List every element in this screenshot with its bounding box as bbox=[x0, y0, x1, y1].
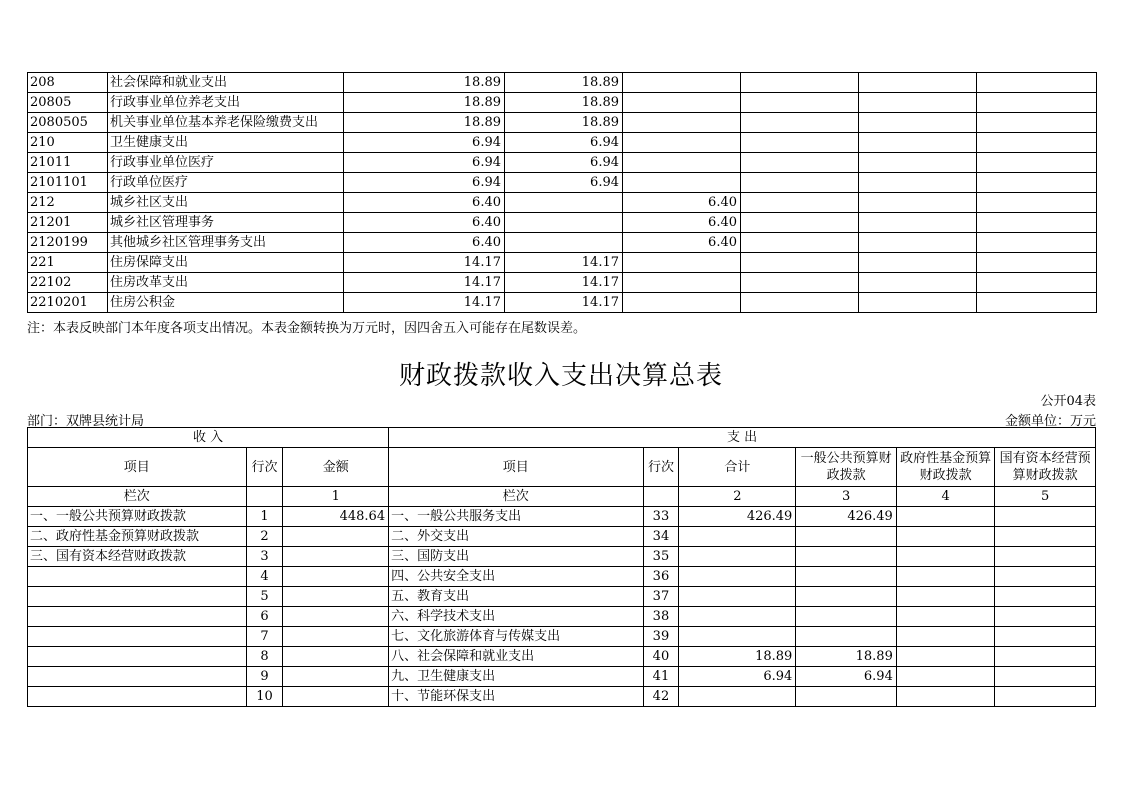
expense-item-cell: 二、外交支出 bbox=[389, 527, 643, 547]
expense-general-cell bbox=[796, 687, 897, 707]
expense-state-cell bbox=[995, 627, 1096, 647]
expense-total-cell bbox=[679, 627, 796, 647]
subject-name-cell: 住房保障支出 bbox=[108, 253, 344, 273]
expense-fund-cell bbox=[896, 687, 994, 707]
income-header: 收 入 bbox=[28, 428, 389, 448]
expense-row-no-cell: 40 bbox=[643, 647, 679, 667]
empty-cell bbox=[741, 253, 859, 273]
empty-cell bbox=[977, 273, 1097, 293]
expense-item-cell: 九、卫生健康支出 bbox=[389, 667, 643, 687]
income-amount-cell bbox=[283, 667, 389, 687]
empty-cell bbox=[859, 273, 977, 293]
expense-row-no-cell: 41 bbox=[643, 667, 679, 687]
expense-total-cell: 426.49 bbox=[679, 507, 796, 527]
expense-total-cell bbox=[679, 547, 796, 567]
income-amount-cell bbox=[283, 527, 389, 547]
expense-general-cell bbox=[796, 587, 897, 607]
expense-fund-cell bbox=[896, 547, 994, 567]
expense-fund-cell bbox=[896, 607, 994, 627]
column-header-row bbox=[28, 448, 1096, 487]
subject-code-cell: 2101101 bbox=[28, 173, 108, 193]
basic-cell bbox=[505, 233, 623, 253]
expense-state-cell bbox=[995, 687, 1096, 707]
empty-cell bbox=[246, 487, 283, 507]
table-row bbox=[28, 567, 1096, 587]
subject-code-cell: 2080505 bbox=[28, 113, 108, 133]
basic-cell: 18.89 bbox=[505, 93, 623, 113]
expense-row-no-cell: 42 bbox=[643, 687, 679, 707]
expense-fund-cell bbox=[896, 667, 994, 687]
empty-cell bbox=[977, 133, 1097, 153]
expense-item-cell: 八、社会保障和就业支出 bbox=[389, 647, 643, 667]
project-cell bbox=[623, 293, 741, 313]
expense-row-no-cell: 36 bbox=[643, 567, 679, 587]
expense-fund-cell bbox=[896, 647, 994, 667]
expense-general-cell: 6.94 bbox=[796, 667, 897, 687]
col-header-fund: 政府性基金预算财政拨款 bbox=[896, 448, 994, 487]
table-row bbox=[28, 587, 1096, 607]
total-cell: 18.89 bbox=[344, 73, 505, 93]
income-row-no-cell: 4 bbox=[246, 567, 283, 587]
empty-cell bbox=[741, 153, 859, 173]
empty-cell bbox=[741, 193, 859, 213]
subject-code-cell: 21011 bbox=[28, 153, 108, 173]
table-row bbox=[28, 193, 1097, 213]
income-item-cell bbox=[28, 567, 247, 587]
expense-fund-cell bbox=[896, 587, 994, 607]
subject-name-cell: 行政单位医疗 bbox=[108, 173, 344, 193]
table-row bbox=[28, 133, 1097, 153]
expense-item-cell: 五、教育支出 bbox=[389, 587, 643, 607]
col-header-row-no: 行次 bbox=[246, 448, 283, 487]
project-cell bbox=[623, 173, 741, 193]
section-header-row bbox=[28, 428, 1096, 448]
table-row bbox=[28, 233, 1097, 253]
total-cell: 6.40 bbox=[344, 193, 505, 213]
expense-row-no-cell: 37 bbox=[643, 587, 679, 607]
total-cell: 6.94 bbox=[344, 153, 505, 173]
total-cell: 14.17 bbox=[344, 253, 505, 273]
subject-code-cell: 22102 bbox=[28, 273, 108, 293]
department-label: 部门：双牌县统计局 bbox=[27, 414, 145, 429]
expense-general-cell bbox=[796, 547, 897, 567]
income-amount-cell bbox=[283, 627, 389, 647]
col-header-item: 项目 bbox=[389, 448, 643, 487]
empty-cell bbox=[741, 233, 859, 253]
basic-cell: 6.94 bbox=[505, 173, 623, 193]
expense-header: 支 出 bbox=[389, 428, 1096, 448]
income-amount-cell bbox=[283, 607, 389, 627]
basic-cell: 14.17 bbox=[505, 253, 623, 273]
summary-table bbox=[27, 427, 1096, 707]
basic-cell: 6.94 bbox=[505, 153, 623, 173]
empty-cell bbox=[859, 133, 977, 153]
subject-code-cell: 20805 bbox=[28, 93, 108, 113]
empty-cell bbox=[859, 193, 977, 213]
income-item-cell: 二、政府性基金预算财政拨款 bbox=[28, 527, 247, 547]
col-header-state: 国有资本经营预算财政拨款 bbox=[995, 448, 1096, 487]
expense-item-cell: 十、节能环保支出 bbox=[389, 687, 643, 707]
column-number: 2 bbox=[679, 487, 796, 507]
income-amount-cell bbox=[283, 547, 389, 567]
income-row-no-cell: 1 bbox=[246, 507, 283, 527]
page-title: 财政拨款收入支出决算总表 bbox=[398, 361, 723, 391]
expense-total-cell: 6.94 bbox=[679, 667, 796, 687]
table-row bbox=[28, 647, 1096, 667]
empty-cell bbox=[977, 153, 1097, 173]
empty-cell bbox=[977, 253, 1097, 273]
subject-code-cell: 2210201 bbox=[28, 293, 108, 313]
expense-row-no-cell: 38 bbox=[643, 607, 679, 627]
expense-state-cell bbox=[995, 647, 1096, 667]
lanci-label: 栏次 bbox=[28, 487, 247, 507]
empty-cell bbox=[741, 133, 859, 153]
expense-state-cell bbox=[995, 667, 1096, 687]
basic-cell bbox=[505, 193, 623, 213]
basic-cell: 18.89 bbox=[505, 113, 623, 133]
expense-total-cell bbox=[679, 687, 796, 707]
income-amount-cell bbox=[283, 587, 389, 607]
empty-cell bbox=[741, 213, 859, 233]
income-amount-cell: 448.64 bbox=[283, 507, 389, 527]
empty-cell bbox=[859, 73, 977, 93]
empty-cell bbox=[977, 233, 1097, 253]
total-cell: 14.17 bbox=[344, 273, 505, 293]
table-row bbox=[28, 73, 1097, 93]
total-cell: 6.94 bbox=[344, 133, 505, 153]
project-cell: 6.40 bbox=[623, 193, 741, 213]
table-row bbox=[28, 687, 1096, 707]
project-cell: 6.40 bbox=[623, 213, 741, 233]
income-item-cell bbox=[28, 587, 247, 607]
empty-cell bbox=[741, 273, 859, 293]
subject-code-cell: 2120199 bbox=[28, 233, 108, 253]
expense-row-no-cell: 35 bbox=[643, 547, 679, 567]
expense-total-cell: 18.89 bbox=[679, 647, 796, 667]
expense-fund-cell bbox=[896, 507, 994, 527]
lanci-label: 栏次 bbox=[389, 487, 643, 507]
expense-general-cell: 426.49 bbox=[796, 507, 897, 527]
column-number: 1 bbox=[283, 487, 389, 507]
expense-general-cell bbox=[796, 527, 897, 547]
expense-state-cell bbox=[995, 607, 1096, 627]
column-number: 5 bbox=[995, 487, 1096, 507]
expense-general-cell bbox=[796, 627, 897, 647]
income-row-no-cell: 6 bbox=[246, 607, 283, 627]
column-number-row bbox=[28, 487, 1096, 507]
subject-name-cell: 城乡社区支出 bbox=[108, 193, 344, 213]
empty-cell bbox=[859, 233, 977, 253]
income-row-no-cell: 10 bbox=[246, 687, 283, 707]
project-cell bbox=[623, 273, 741, 293]
subject-name-cell: 卫生健康支出 bbox=[108, 133, 344, 153]
expense-item-cell: 四、公共安全支出 bbox=[389, 567, 643, 587]
col-header-general: 一般公共预算财政拨款 bbox=[796, 448, 897, 487]
unit-label: 金额单位：万元 bbox=[1004, 414, 1096, 429]
subject-code-cell: 210 bbox=[28, 133, 108, 153]
project-cell: 6.40 bbox=[623, 233, 741, 253]
project-cell bbox=[623, 133, 741, 153]
empty-cell bbox=[643, 487, 679, 507]
subject-name-cell: 机关事业单位基本养老保险缴费支出 bbox=[108, 113, 344, 133]
income-amount-cell bbox=[283, 687, 389, 707]
project-cell bbox=[623, 93, 741, 113]
empty-cell bbox=[977, 173, 1097, 193]
basic-cell: 14.17 bbox=[505, 273, 623, 293]
project-cell bbox=[623, 253, 741, 273]
expense-row-no-cell: 39 bbox=[643, 627, 679, 647]
total-cell: 14.17 bbox=[344, 293, 505, 313]
income-row-no-cell: 8 bbox=[246, 647, 283, 667]
expense-general-cell bbox=[796, 607, 897, 627]
col-header-total: 合计 bbox=[679, 448, 796, 487]
empty-cell bbox=[741, 293, 859, 313]
income-item-cell bbox=[28, 647, 247, 667]
subject-name-cell: 行政事业单位养老支出 bbox=[108, 93, 344, 113]
empty-cell bbox=[859, 153, 977, 173]
col-header-amount: 金额 bbox=[283, 448, 389, 487]
total-cell: 6.40 bbox=[344, 213, 505, 233]
table-code: 公开04表 bbox=[1040, 394, 1096, 409]
column-number: 4 bbox=[896, 487, 994, 507]
subject-name-cell: 住房公积金 bbox=[108, 293, 344, 313]
table-row bbox=[28, 547, 1096, 567]
table-row bbox=[28, 113, 1097, 133]
income-item-cell: 三、国有资本经营财政拨款 bbox=[28, 547, 247, 567]
income-amount-cell bbox=[283, 647, 389, 667]
empty-cell bbox=[859, 93, 977, 113]
expense-general-cell: 18.89 bbox=[796, 647, 897, 667]
table-row bbox=[28, 213, 1097, 233]
project-cell bbox=[623, 73, 741, 93]
basic-cell: 14.17 bbox=[505, 293, 623, 313]
table-row bbox=[28, 273, 1097, 293]
subject-name-cell: 行政事业单位医疗 bbox=[108, 153, 344, 173]
basic-cell: 6.94 bbox=[505, 133, 623, 153]
total-cell: 6.94 bbox=[344, 173, 505, 193]
total-cell: 6.40 bbox=[344, 233, 505, 253]
empty-cell bbox=[977, 113, 1097, 133]
basic-cell: 18.89 bbox=[505, 73, 623, 93]
expense-state-cell bbox=[995, 527, 1096, 547]
subject-code-cell: 212 bbox=[28, 193, 108, 213]
expense-row-no-cell: 34 bbox=[643, 527, 679, 547]
income-row-no-cell: 7 bbox=[246, 627, 283, 647]
empty-cell bbox=[859, 173, 977, 193]
income-item-cell: 一、一般公共预算财政拨款 bbox=[28, 507, 247, 527]
income-amount-cell bbox=[283, 567, 389, 587]
table-note: 注：本表反映部门本年度各项支出情况。本表金额转换为万元时，因四舍五入可能存在尾数误差。 bbox=[27, 321, 587, 336]
project-cell bbox=[623, 113, 741, 133]
expense-general-cell bbox=[796, 567, 897, 587]
expense-row-no-cell: 33 bbox=[643, 507, 679, 527]
empty-cell bbox=[741, 93, 859, 113]
col-header-row-no: 行次 bbox=[643, 448, 679, 487]
expense-state-cell bbox=[995, 587, 1096, 607]
income-row-no-cell: 9 bbox=[246, 667, 283, 687]
expense-total-cell bbox=[679, 567, 796, 587]
expense-state-cell bbox=[995, 547, 1096, 567]
expense-item-cell: 六、科学技术支出 bbox=[389, 607, 643, 627]
income-item-cell bbox=[28, 667, 247, 687]
table-row bbox=[28, 667, 1096, 687]
expense-state-cell bbox=[995, 507, 1096, 527]
income-item-cell bbox=[28, 687, 247, 707]
expense-total-cell bbox=[679, 607, 796, 627]
table-row bbox=[28, 173, 1097, 193]
table-row bbox=[28, 627, 1096, 647]
expense-item-cell: 七、文化旅游体育与传媒支出 bbox=[389, 627, 643, 647]
empty-cell bbox=[859, 253, 977, 273]
total-cell: 18.89 bbox=[344, 113, 505, 133]
basic-cell bbox=[505, 213, 623, 233]
project-cell bbox=[623, 153, 741, 173]
table-row bbox=[28, 93, 1097, 113]
expense-total-cell bbox=[679, 587, 796, 607]
empty-cell bbox=[741, 113, 859, 133]
subject-name-cell: 住房改革支出 bbox=[108, 273, 344, 293]
table-row bbox=[28, 253, 1097, 273]
table-row bbox=[28, 507, 1096, 527]
empty-cell bbox=[977, 93, 1097, 113]
column-number: 3 bbox=[796, 487, 897, 507]
subject-name-cell: 城乡社区管理事务 bbox=[108, 213, 344, 233]
empty-cell bbox=[859, 293, 977, 313]
empty-cell bbox=[859, 213, 977, 233]
subject-name-cell: 其他城乡社区管理事务支出 bbox=[108, 233, 344, 253]
income-row-no-cell: 5 bbox=[246, 587, 283, 607]
empty-cell bbox=[977, 73, 1097, 93]
income-item-cell bbox=[28, 627, 247, 647]
empty-cell bbox=[859, 113, 977, 133]
empty-cell bbox=[741, 173, 859, 193]
empty-cell bbox=[977, 193, 1097, 213]
empty-cell bbox=[977, 293, 1097, 313]
table-row bbox=[28, 153, 1097, 173]
expense-item-cell: 一、一般公共服务支出 bbox=[389, 507, 643, 527]
table-row bbox=[28, 607, 1096, 627]
subject-code-cell: 221 bbox=[28, 253, 108, 273]
table-row bbox=[28, 527, 1096, 547]
total-cell: 18.89 bbox=[344, 93, 505, 113]
expense-fund-cell bbox=[896, 627, 994, 647]
subject-name-cell: 社会保障和就业支出 bbox=[108, 73, 344, 93]
expense-total-cell bbox=[679, 527, 796, 547]
expense-fund-cell bbox=[896, 527, 994, 547]
expense-state-cell bbox=[995, 567, 1096, 587]
subject-code-cell: 208 bbox=[28, 73, 108, 93]
income-row-no-cell: 2 bbox=[246, 527, 283, 547]
table-row bbox=[28, 293, 1097, 313]
col-header-item: 项目 bbox=[28, 448, 247, 487]
income-item-cell bbox=[28, 607, 247, 627]
expense-item-cell: 三、国防支出 bbox=[389, 547, 643, 567]
expense-fund-cell bbox=[896, 567, 994, 587]
empty-cell bbox=[741, 73, 859, 93]
subject-code-cell: 21201 bbox=[28, 213, 108, 233]
detail-expense-table bbox=[27, 72, 1097, 313]
income-row-no-cell: 3 bbox=[246, 547, 283, 567]
empty-cell bbox=[977, 213, 1097, 233]
